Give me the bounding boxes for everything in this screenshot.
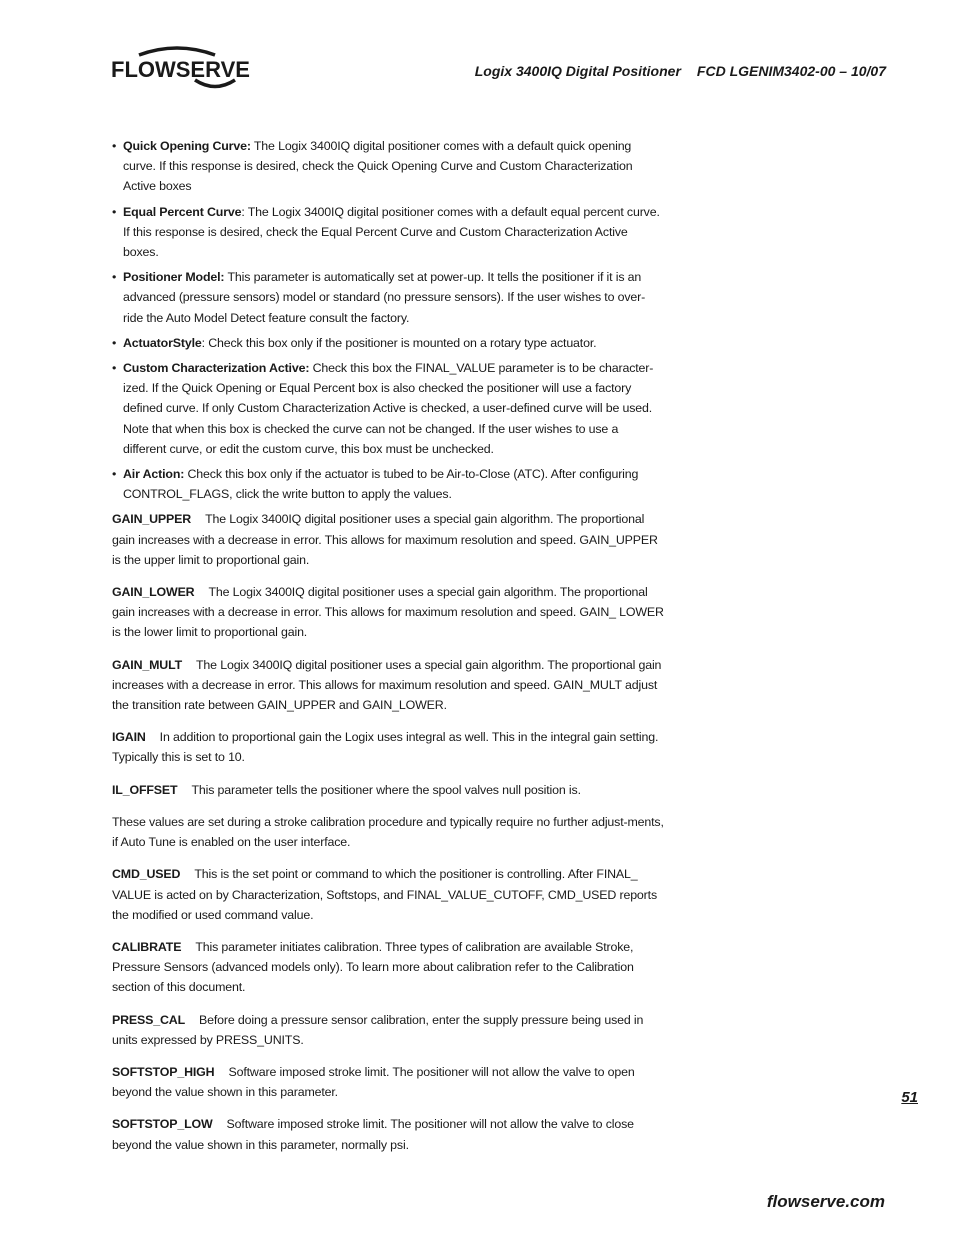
param-name: SOFTSTOP_HIGH [112,1064,215,1079]
param-il-offset [112,780,664,800]
bullet-text: Check this box the FINAL_VALUE parameter is to be character-ized. If the Quick Opening or Equal Percent box is also checked the positioner will use a factory defined curve. If only Custom Characterization Active is checked, a user-defined curve will be used. Note that when this box is checked the curve can not be changed. If the user wishes to use a different curve, or edit the custom curve, this box must be unchecked. [123,361,654,456]
param-name: CMD_USED [112,867,181,882]
bullet-text: : Check this box only if the positioner is mounted on a rotary type actuator. [201,335,597,350]
param-calibrate [112,937,664,998]
param-igain [112,727,664,767]
calibration-note [112,812,664,852]
bullet-term: Quick Opening Curve: [123,139,251,153]
param-softstop-high [112,1062,664,1102]
param-gain-mult [112,655,664,716]
product-title: Logix 3400IQ Digital Positioner [474,63,681,79]
list-item: • Quick Opening Curve: The Logix 3400IQ digital positioner comes with a default quick opening curve. If this response is desired, check the Quick Opening Curve and Custom Characterization Active boxes [112,139,633,194]
list-item: • Positioner Model: This parameter is automatically set at power-up. It tells the positioner if it is an advanced (pressure sensors) model or standard (no pressure sensors). If the user wishes to over-ride the Auto Model Detect feature consult the factory. [112,270,646,325]
param-name: SOFTSTOP_LOW [112,1117,213,1132]
param-description: The Logix 3400IQ digital positioner uses a special gain algorithm. The proportional gain increases with a decrease in error. This allows for maximum resolution and speed. GAIN_ LOWER is the lower limit to proportional gain. [112,585,664,640]
param-description: This parameter tells the positioner where the spool valves null position is. [191,782,581,797]
bullet-term: Positioner Model: [123,270,225,285]
footer-website: flowserve.com [766,1192,885,1211]
control-flags-list [112,136,664,504]
list-item: • Custom Characterization Active: Check this box the FINAL_VALUE parameter is to be character-ized. If the Quick Opening or Equal Percent box is also checked the positioner will use a factory defined curve. If only Custom Characterization Active is checked, a user-defined curve will be used. Note that when this box is checked the curve can not be changed. If the user wishes to use a different curve, or edit the custom curve, this box must be unchecked. [112,361,654,456]
param-name: GAIN_UPPER [112,512,192,527]
param-press-cal [112,1010,664,1050]
page-header [475,63,886,79]
param-softstop-low [112,1114,664,1154]
param-name: CALIBRATE [112,939,182,954]
note-text: These values are set during a stroke calibration procedure and typically require no further adjust-ments, if Auto Tune is enabled on the user interface. [112,814,664,850]
bullet-text: : The Logix 3400IQ digital positioner comes with a default equal percent curve. If this response is desired, check the Equal Percent Curve and Custom Characterization Active boxes. [123,204,660,260]
document-code: FCD LGENIM3402-00 – 10/07 [696,63,886,79]
logo-text: FLOWSERVE [111,57,250,82]
param-name: IL_OFFSET [112,782,178,797]
bullet-term: Custom Characterization Active: [123,361,310,376]
bullet-text: Check this box only if the actuator is tubed to be Air-to-Close (ATC). After configuring CONTROL_FLAGS, click the write button to apply the values. [123,467,639,502]
param-cmd-used [112,864,664,925]
param-description: In addition to proportional gain the Logix uses integral as well. This in the integral gain setting. Typically this is set to 10. [112,730,659,765]
flowserve-logo [111,43,251,95]
param-description: The Logix 3400IQ digital positioner uses a special gain algorithm. The proportional gain increases with a decrease in error. This allows for maximum resolution and speed. GAIN_UPPER is the upper limit to proportional gain. [112,512,658,567]
list-item: • Equal Percent Curve: The Logix 3400IQ digital positioner comes with a default equal percent curve. If this response is desired, check the Equal Percent Curve and Custom Characterization Active boxes. [112,204,660,260]
bullet-term: ActuatorStyle [123,335,202,350]
param-description: Before doing a pressure sensor calibration, enter the supply pressure being used in units expressed by PRESS_UNITS. [112,1012,644,1047]
param-name: GAIN_LOWER [112,585,195,600]
list-item: • Air Action: Check this box only if the actuator is tubed to be Air-to-Close (ATC). After configuring CONTROL_FLAGS, click the write button to apply the values. [112,467,639,502]
bullet-term: Air Action: [123,467,185,482]
param-name: PRESS_CAL [112,1012,186,1027]
bullet-term: Equal Percent Curve [123,204,242,219]
param-gain-lower [112,582,664,643]
bullet-text: This parameter is automatically set at power-up. It tells the positioner if it is an advanced (pressure sensors) model or standard (no pressure sensors). If the user wishes to over-ride the Auto Model Detect feature consult the factory. [123,270,646,325]
param-gain-upper [112,509,664,570]
param-name: GAIN_MULT [112,657,183,672]
param-description: This parameter initiates calibration. Three types of calibration are available Stroke, Pressure Sensors (advanced models only). To learn more about calibration refer to the Calibration section of this document. [112,939,634,995]
list-item: • ActuatorStyle: Check this box only if the positioner is mounted on a rotary type actuator. [112,335,597,350]
bullet-text: The Logix 3400IQ digital positioner comes with a default quick opening curve. If this response is desired, check the Quick Opening Curve and Custom Characterization Active boxes [123,139,633,194]
param-name: IGAIN [112,730,146,745]
page-number: 51 [901,1089,918,1106]
param-description: Software imposed stroke limit. The positioner will not allow the valve to open beyond the value shown in this parameter. [112,1064,635,1100]
param-description: The Logix 3400IQ digital positioner uses a special gain algorithm. The proportional gain increases with a decrease in error. This allows for maximum resolution and speed. GAIN_MULT adjust the transition rate between GAIN_UPPER and GAIN_LOWER. [112,657,662,713]
param-description: This is the set point or command to which the positioner is controlling. After FINAL_ VALUE is acted on by Characterization, Softstops, and FINAL_VALUE_CUTOFF, CMD_USED reports the modified or used command value. [112,867,657,922]
param-description: Software imposed stroke limit. The positioner will not allow the valve to close beyond the value shown in this parameter, normally psi. [112,1117,634,1152]
main-content [112,136,664,1167]
